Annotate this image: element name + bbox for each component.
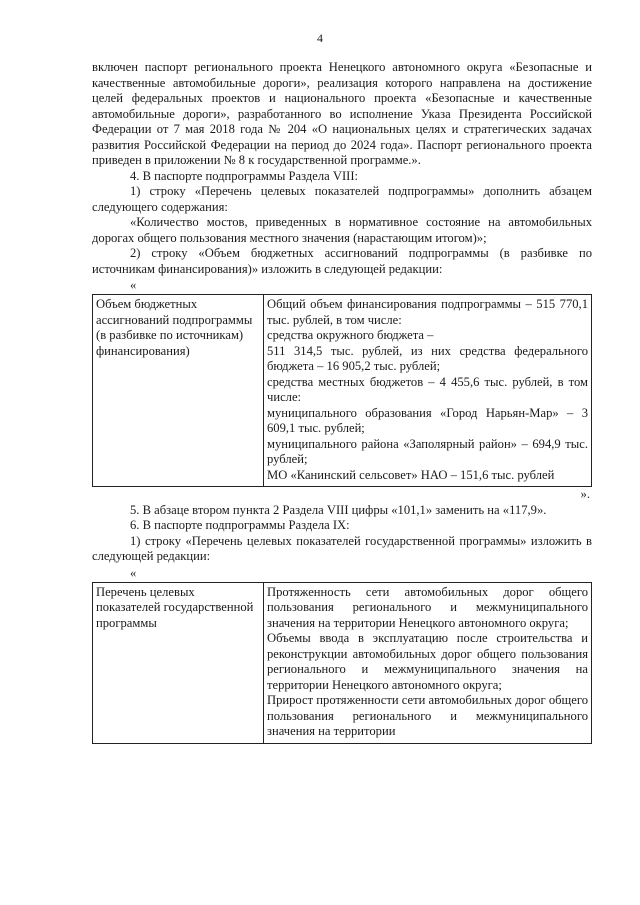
document-body	[92, 60, 592, 744]
indicators-table-value	[264, 582, 592, 743]
paragraph-item-5: 5. В абзаце втором пункта 2 Раздела VIII цифры «101,1» заменить на «117,9».	[130, 502, 547, 517]
table-row	[93, 295, 592, 487]
paragraph-item-4-1: 1) строку «Перечень целевых показателей подпрограммы» дополнить абзацем следующего содержания:	[92, 184, 592, 214]
budget-line: МО «Канинский сельсовет» НАО – 151,6 тыс. рублей	[267, 467, 555, 482]
budget-line: Общий объем финансирования подпрограммы – 515 770,1 тыс. рублей, в том числе:	[267, 297, 588, 327]
quote-open-mark: «	[130, 278, 137, 292]
paragraph-item-6: 6. В паспорте подпрограммы Раздела IX:	[130, 518, 350, 532]
budget-line: муниципального района «Заполярный район» – 694,9 тыс. рублей;	[267, 436, 588, 466]
paragraph-item-6-1: 1) строку «Перечень целевых показателей государственной программы» изложить в следующей редакции:	[92, 533, 592, 563]
budget-line: муниципального образования «Город Нарьян-Мар» – 3 609,1 тыс. рублей;	[267, 405, 588, 435]
budget-table	[92, 294, 592, 487]
budget-line: средства окружного бюджета –	[267, 328, 434, 342]
indicators-table	[92, 582, 592, 744]
page-number: 4	[317, 31, 323, 45]
quote-open-mark: «	[130, 565, 137, 580]
paragraph-intro: включен паспорт регионального проекта Ненецкого автономного округа «Безопасные и качественные автомобильные дороги», реализация которого направлена на достижение целей федеральных проектов и национального проекта «Безопасные и качественные автомобильные дороги», разработанного во исполнение Указа Президента Российской Федерации от 7 мая 2018 года № 204 «О национальных целях и стратегических задачах развития Российской Федерации на период до 2024 года». Паспорт регионального проекта приведен в приложении № 8 к государственной программе.».	[92, 60, 592, 167]
indicator-line: Прирост протяженности сети автомобильных дорог общего пользования регионального и межмуниципального значения на территории	[267, 693, 588, 738]
paragraph-item-4-2: 2) строку «Объем бюджетных ассигнований подпрограммы (в разбивке по источникам финансирования)» изложить в следующей редакции:	[92, 246, 592, 276]
paragraph-bridges-quote: «Количество мостов, приведенных в нормативное состояние на автомобильных дорогах общего пользования местного значения (нарастающим итогом)»;	[92, 215, 592, 245]
budget-table-value	[264, 295, 592, 487]
budget-line: средства местных бюджетов – 4 455,6 тыс. рублей, в том числе:	[267, 374, 588, 404]
indicator-line: Объемы ввода в эксплуатацию после строительства и реконструкции автомобильных дорог общего пользования регионального и межмуниципального значения на территории Ненецкого автономного округа;	[267, 631, 588, 692]
table-row	[93, 582, 592, 743]
paragraph-item-4: 4. В паспорте подпрограммы Раздела VIII:	[130, 168, 359, 183]
indicators-table-label: Перечень целевых показателей государственной программы	[93, 582, 264, 743]
budget-table-label: Объем бюджетных ассигнований подпрограммы (в разбивке по источникам) финансирования)	[93, 295, 264, 487]
indicator-line: Протяженность сети автомобильных дорог общего пользования регионального и межмуниципального значения на территории Ненецкого автономного округа;	[267, 584, 588, 630]
budget-line: 511 314,5 тыс. рублей, из них средства федерального бюджета – 16 905,2 тыс. рублей;	[267, 343, 588, 373]
quote-close-mark: ».	[580, 487, 590, 501]
